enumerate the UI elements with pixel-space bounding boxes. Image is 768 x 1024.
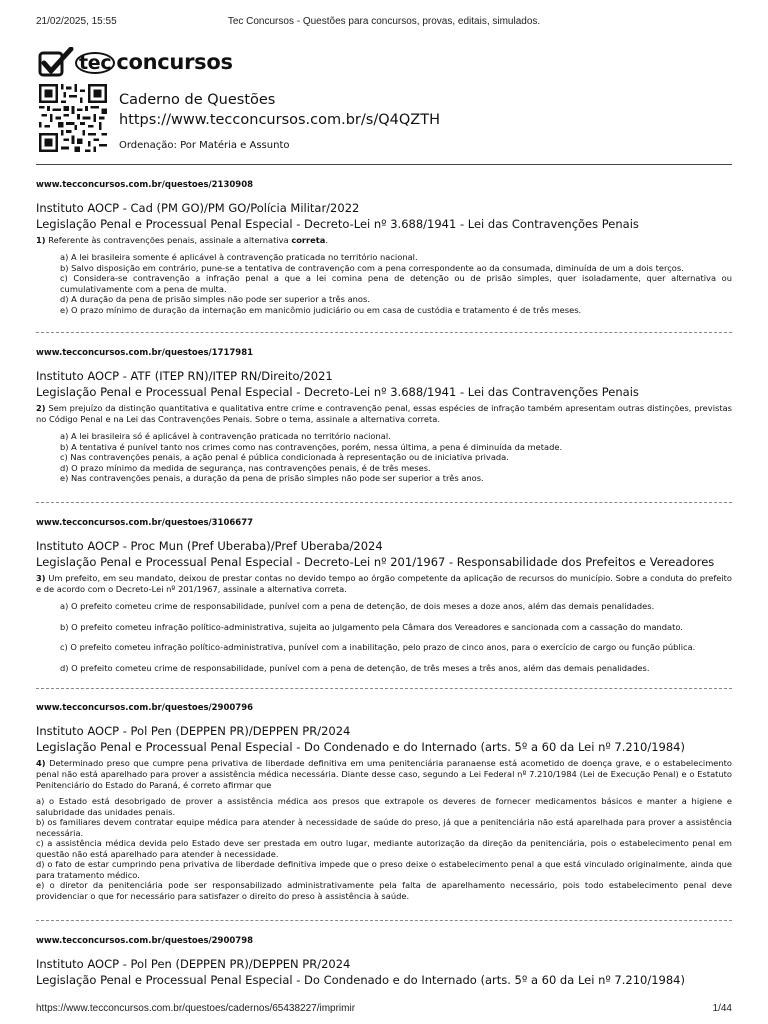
question-number: 3) — [36, 573, 46, 583]
question-statement-text: Referente às contravenções penais, assinale a alternativa — [48, 235, 289, 245]
alternative-b[interactable]: b) Salvo disposição em contrário, pune-se a tentativa de contravenção com a pena correspondente ao da consumada, diminuída de um a dois terços. — [60, 262, 684, 273]
alternative-b[interactable]: b) os familiares devem contratar equipe médica para atender à necessidade de saúde do preso, já que a penitenciária não está aparelhada para prover a assistência necessária. — [36, 817, 732, 838]
question-statement-bold: correta — [291, 235, 326, 245]
logo-text-circled: tec — [75, 52, 115, 74]
print-header — [36, 16, 732, 30]
question-statement-end: . — [325, 235, 328, 245]
question-url[interactable]: www.tecconcursos.com.br/questoes/2900798 — [36, 936, 254, 946]
question-divider — [36, 332, 732, 333]
alternative-a[interactable]: a) A lei brasileira somente é aplicável à contravenção praticada no território nacional. — [60, 252, 418, 262]
question-assunto: Legislação Penal e Processual Penal Especial - Do Condenado e do Internado (arts. 5º a 60 da Lei nº 7.210/1984) — [36, 973, 685, 987]
logo-text — [75, 50, 233, 74]
question-statement — [36, 758, 732, 791]
caderno-url[interactable]: https://www.tecconcursos.com.br/s/Q4QZTH — [119, 112, 440, 128]
question-banca: Instituto AOCP - ATF (ITEP RN)/ITEP RN/Direito/2021 — [36, 369, 333, 383]
footer-url: https://www.tecconcursos.com.br/questoes/cadernos/65438227/imprimir — [36, 1003, 356, 1014]
question-url[interactable]: www.tecconcursos.com.br/questoes/1717981 — [36, 348, 254, 358]
question-url[interactable]: www.tecconcursos.com.br/questoes/3106677 — [36, 518, 254, 528]
alternative-c[interactable]: c) a assistência médica devida pelo Estado deve ser prestada em outro lugar, mediante autorização da direção da penitenciária, pois o estabelecimento penal em questão não está aparelhado para atender à necessidade. — [36, 838, 732, 859]
qr-code-icon — [38, 84, 108, 152]
question-divider — [36, 502, 732, 503]
question-statement — [36, 403, 732, 425]
print-page-title: Tec Concursos - Questões para concursos, provas, editais, simulados. — [227, 16, 541, 27]
logo-text-main: concursos — [116, 50, 233, 74]
alternatives-list — [36, 601, 732, 673]
question-block — [36, 703, 732, 901]
question-banca: Instituto AOCP - Proc Mun (Pref Uberaba)/Pref Uberaba/2024 — [36, 539, 383, 553]
alternative-e[interactable]: e) Nas contravenções penais, a duração da pena de prisão simples não pode ser superior a três anos. — [60, 473, 484, 483]
alternative-c[interactable]: c) Nas contravenções penais, a ação penal é pública condicionada à representação ou de iniciativa privada. — [60, 452, 509, 462]
alternatives-list — [36, 252, 732, 315]
question-url[interactable]: www.tecconcursos.com.br/questoes/2130908 — [36, 180, 254, 190]
question-block — [36, 180, 732, 315]
question-block — [36, 518, 732, 683]
alternative-d[interactable]: d) O prazo mínimo da medida de segurança, nas contravenções penais, é de três meses. — [60, 462, 431, 473]
header-divider — [36, 164, 732, 165]
ordenacao-label: Ordenação: Por Matéria e Assunto — [119, 140, 290, 151]
caderno-title: Caderno de Questões — [119, 92, 276, 108]
question-assunto: Legislação Penal e Processual Penal Especial - Decreto-Lei nº 3.688/1941 - Lei das Contravenções Penais — [36, 385, 639, 399]
question-divider — [36, 688, 732, 689]
question-block — [36, 348, 732, 484]
alternative-b[interactable]: b) A tentativa é punível tanto nos crimes como nas contravenções, porém, nessa última, a pena é diminuída da metade. — [60, 441, 563, 452]
question-banca: Instituto AOCP - Cad (PM GO)/PM GO/Polícia Militar/2022 — [36, 201, 360, 215]
alternative-d[interactable]: d) O prefeito cometeu crime de responsabilidade, punível com a pena de detenção, de três meses a três anos, além das demais penalidades. — [60, 662, 650, 673]
alternative-d[interactable]: d) A duração da pena de prisão simples não pode ser superior a três anos. — [60, 294, 370, 304]
alternative-e[interactable]: e) o diretor da penitenciária pode ser responsabilizado administrativamente pela falta de aparelhamento necessário, pois todo estabelecimento penal deve providenciar o que for necessário para satisfazer o direito do preso à assistência à saúde. — [36, 880, 732, 901]
alternative-a[interactable]: a) o Estado está desobrigado de prover a assistência médica aos presos que extrapole os deveres de fornecer medicamentos básicos e manter a higiene e salubridade das unidades penais. — [36, 796, 732, 817]
question-statement — [36, 573, 732, 595]
question-assunto: Legislação Penal e Processual Penal Especial - Decreto-Lei nº 201/1967 - Responsabilidade dos Prefeitos e Vereadores — [36, 555, 715, 569]
alternative-a[interactable]: a) A lei brasileira só é aplicável à contravenção praticada no território nacional. — [60, 431, 391, 441]
alternative-e[interactable]: e) O prazo mínimo de duração da internação em manicômio judiciário ou em casa de custódia e tratamento é de três meses. — [60, 304, 582, 315]
question-divider — [36, 920, 732, 921]
alternative-c[interactable]: c) Considera-se contravenção a infração penal a que a lei comina pena de detenção ou de prisão simples, quer isoladamente, quer alternativa ou cumulativamente com a pena de multa. — [60, 273, 732, 294]
alternative-c[interactable]: c) O prefeito cometeu infração político-administrativa, punível com a inabilitação, pelo prazo de cinco anos, para o exercício de cargo ou função pública. — [60, 642, 696, 652]
question-number: 2) — [36, 403, 46, 413]
question-assunto: Legislação Penal e Processual Penal Especial - Do Condenado e do Internado (arts. 5º a 60 da Lei nº 7.210/1984) — [36, 740, 685, 754]
question-statement-text: Determinado preso que cumpre pena privativa de liberdade definitiva em uma penitenciária paranaense está acometido de doença grave, e o estabelecimento penal não está aparelhado para prover a assistência médica necessária. Diante desse caso, segundo a Lei Federal nº 7.210/1984 (Lei de Execução Penal) e o Estatuto Penitenciário do Estado do Paraná, é correto afirmar que — [36, 758, 732, 790]
question-statement-text: Um prefeito, em seu mandato, deixou de prestar contas no devido tempo ao órgão competente da aplicação de recursos do município. Sobre a conduta do prefeito e de acordo com o Decreto-Lei nº 201/1967, assinale a alternativa correta. — [36, 573, 732, 594]
alternatives-list — [36, 796, 732, 901]
question-block — [36, 936, 732, 988]
alternatives-list — [36, 431, 732, 484]
alternative-d[interactable]: d) o fato de estar cumprindo pena privativa de liberdade definitiva impede que o preso deixe o estabelecimento penal a que está vinculado originalmente, ainda que para tratamento médico. — [36, 859, 732, 880]
page-number: 1/44 — [712, 1003, 732, 1014]
question-assunto: Legislação Penal e Processual Penal Especial - Decreto-Lei nº 3.688/1941 - Lei das Contravenções Penais — [36, 217, 639, 231]
question-url[interactable]: www.tecconcursos.com.br/questoes/2900796 — [36, 703, 254, 713]
question-banca: Instituto AOCP - Pol Pen (DEPPEN PR)/DEPPEN PR/2024 — [36, 957, 351, 971]
print-date: 21/02/2025, 15:55 — [36, 16, 117, 27]
question-statement — [36, 235, 732, 246]
question-banca: Instituto AOCP - Pol Pen (DEPPEN PR)/DEPPEN PR/2024 — [36, 724, 351, 738]
alternative-b[interactable]: b) O prefeito cometeu infração político-administrativa, sujeita ao julgamento pela Câmara dos Vereadores e sancionada com a cassação do mandato. — [60, 621, 683, 632]
question-statement-text: Sem prejuízo da distinção quantitativa e qualitativa entre crime e contravenção penal, essas espécies de infração também apresentam outras distinções, previstas no Código Penal e na Lei das Contravenções Penais. Sobre o tema, assinale a alternativa correta. — [36, 403, 732, 424]
tecconcursos-logo — [38, 46, 233, 78]
alternative-a[interactable]: a) O prefeito cometeu crime de responsabilidade, punível com a pena de detenção, de dois meses a doze anos, além das demais penalidades. — [60, 601, 655, 611]
question-number: 1) — [36, 235, 46, 245]
print-footer — [36, 1003, 732, 1015]
caderno-info — [119, 90, 440, 130]
question-number: 4) — [36, 758, 46, 768]
checkmark-icon — [38, 47, 74, 77]
